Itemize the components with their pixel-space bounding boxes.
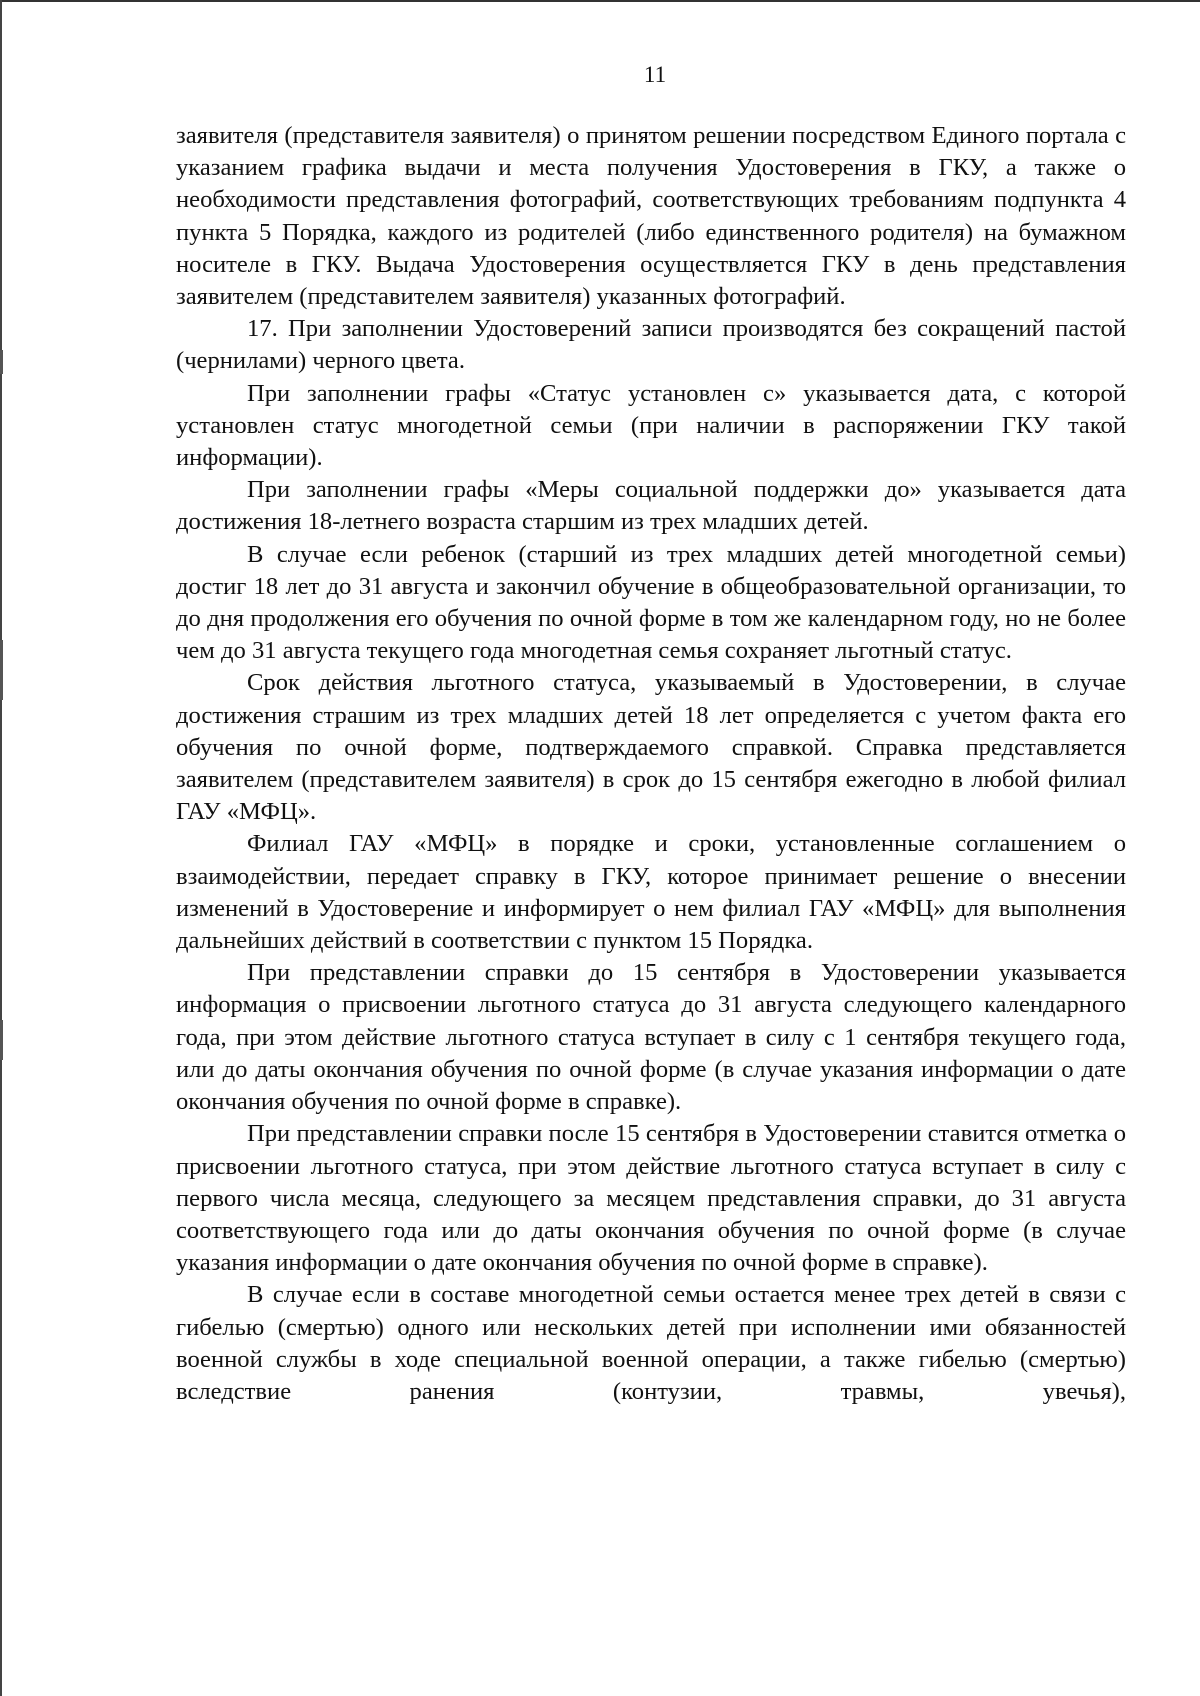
paragraph: 17. При заполнении Удостоверений записи производятся без сокращений пастой (чернилами) черного цвета. [176,315,1126,375]
document-body [176,120,1126,1408]
scan-margin-mark [0,1020,3,1060]
paragraph: заявителя (представителя заявителя) о принятом решении посредством Единого портала с указанием графика выдачи и места получения Удостоверения в ГКУ, а также о необходимости представления фотографий, соответствующих требованиям подпункта 4 пункта 5 Порядка, каждого из родителей (либо единственного родителя) на бумажном носителе в ГКУ. Выдача Удостоверения осуществляется ГКУ в день представления заявителем (представителем заявителя) указанных фотографий. [176,122,1126,311]
paragraph: При представлении справки после 15 сентября в Удостоверении ставится отметка о присвоении льготного статуса, при этом действие льготного статуса вступает в силу с первого числа месяца, следующего за месяцем представления справки, до 31 августа соответствующего года или до даты окончания обучения по очной форме (в случае указания информации о дате окончания обучения по очной форме в справке). [176,1120,1126,1277]
scan-edge-top [0,0,1200,2]
paragraph: Срок действия льготного статуса, указываемый в Удостоверении, в случае достижения страшим из трех младших детей 18 лет определяется с учетом факта его обучения по очной форме, подтверждаемого справкой. Справка представляется заявителем (представителем заявителя) в срок до 15 сентября ежегодно в любой филиал ГАУ «МФЦ». [176,669,1126,826]
paragraph: При заполнении графы «Меры социальной поддержки до» указывается дата достижения 18-летнего возраста старшим из трех младших детей. [176,476,1126,536]
paragraph: При заполнении графы «Статус установлен с» указывается дата, с которой установлен статус многодетной семьи (при наличии в распоряжении ГКУ такой информации). [176,379,1126,472]
paragraph: Филиал ГАУ «МФЦ» в порядке и сроки, установленные соглашением о взаимодействии, передает справку в ГКУ, которое принимает решение о внесении изменений в Удостоверение и информирует о нем филиал ГАУ «МФЦ» для выполнения дальнейших действий в соответствии с пунктом 15 Порядка. [176,830,1126,955]
paragraph: При представлении справки до 15 сентября в Удостоверении указывается информация о присвоении льготного статуса до 31 августа следующего календарного года, при этом действие льготного статуса вступает в силу с 1 сентября текущего года, или до даты окончания обучения по очной форме (в случае указания информации о дате окончания обучения по очной форме в справке). [176,959,1126,1116]
scan-margin-mark [0,350,3,374]
scan-edge-left [0,0,2,1696]
paragraph: В случае если в составе многодетной семьи остается менее трех детей в связи с гибелью (смертью) одного или нескольких детей при исполнении ими обязанностей военной службы в ходе специальной военной операции, а также гибелью (смертью) вследствие ранения (контузии, травмы, увечья), [176,1281,1126,1405]
scan-margin-mark [0,640,3,700]
paragraph: В случае если ребенок (старший из трех младших детей многодетной семьи) достиг 18 лет до 31 августа и закончил обучение в общеобразовательной организации, то до дня продолжения его обучения по очной форме в том же календарном году, но не более чем до 31 августа текущего года многодетная семья сохраняет льготный статус. [176,540,1126,665]
page-number: 11 [643,62,667,87]
